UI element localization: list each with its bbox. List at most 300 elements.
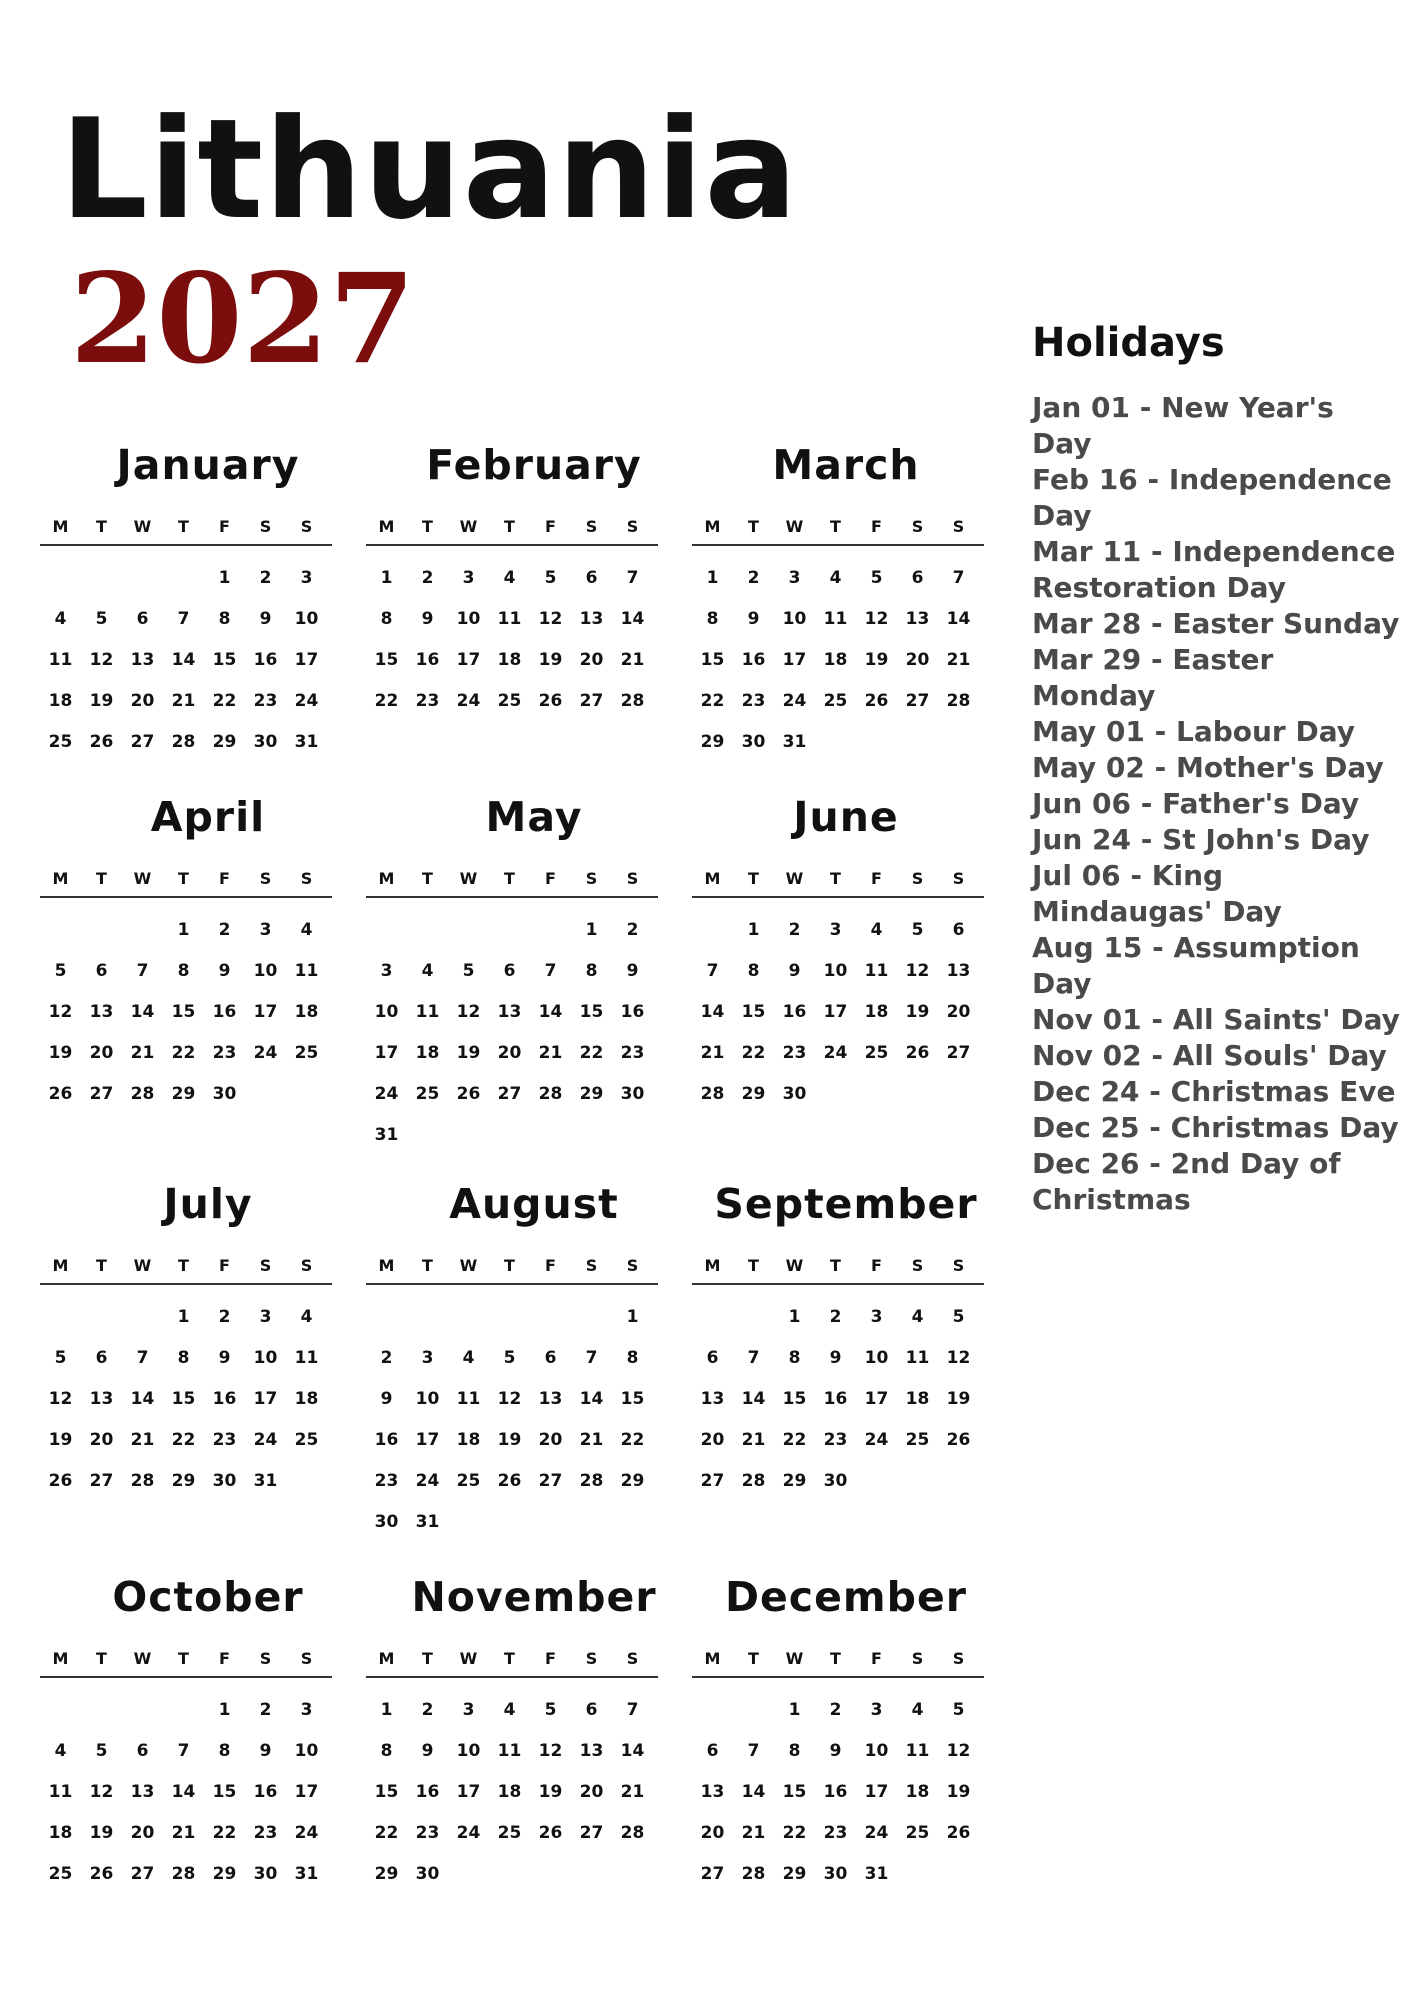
day-cell: 17 (374, 1043, 399, 1063)
month-name: March (772, 441, 920, 489)
day-grid (692, 558, 984, 763)
day-cell: 23 (415, 1823, 440, 1843)
day-cell: 5 (462, 961, 475, 981)
day-cell: 10 (456, 609, 481, 629)
holiday-item: Dec 25 - Christmas Day (1032, 1111, 1399, 1144)
day-cell: 25 (905, 1823, 930, 1843)
day-cell: 3 (462, 1700, 475, 1720)
day-cell: 2 (218, 920, 231, 940)
day-cell: 12 (456, 1002, 481, 1022)
day-cell: 25 (905, 1430, 930, 1450)
day-cell: 24 (782, 691, 807, 711)
day-cell: 16 (212, 1002, 237, 1022)
weekday-label: T (830, 1649, 841, 1668)
weekday-label: T (178, 1256, 189, 1275)
day-cell: 28 (620, 1823, 645, 1843)
day-cell: 17 (253, 1002, 278, 1022)
day-cell: 28 (171, 1864, 196, 1884)
day-cell: 7 (626, 1700, 639, 1720)
month-january (40, 440, 366, 792)
day-cell: 9 (747, 609, 760, 629)
day-cell: 15 (171, 1389, 196, 1409)
day-cell: 20 (946, 1002, 971, 1022)
year-title: 2027 (70, 247, 416, 392)
weekday-label: S (911, 1649, 924, 1668)
day-cell: 14 (620, 609, 645, 629)
weekday-label: T (748, 869, 759, 888)
day-cell: 6 (95, 961, 108, 981)
day-grid (692, 1297, 984, 1502)
weekday-label: T (178, 1649, 189, 1668)
empty-day-cell (448, 910, 489, 951)
day-grid (366, 1297, 658, 1543)
empty-day-cell (40, 1297, 81, 1338)
empty-day-cell (366, 1297, 407, 1338)
weekday-label: F (545, 1256, 556, 1275)
weekday-header (692, 868, 984, 898)
months-grid (40, 440, 990, 1884)
day-cell: 11 (905, 1348, 930, 1368)
day-cell: 20 (700, 1823, 725, 1843)
weekday-label: S (585, 517, 598, 536)
day-cell: 8 (585, 961, 598, 981)
day-cell: 10 (253, 961, 278, 981)
weekday-label: T (96, 869, 107, 888)
weekday-label: S (626, 1649, 639, 1668)
day-cell: 21 (171, 691, 196, 711)
day-cell: 3 (259, 920, 272, 940)
day-cell: 28 (579, 1471, 604, 1491)
day-cell: 13 (130, 650, 155, 670)
day-cell: 11 (415, 1002, 440, 1022)
day-cell: 9 (218, 1348, 231, 1368)
day-cell: 30 (253, 1864, 278, 1884)
holiday-item: Dec 24 - Christmas Eve (1032, 1075, 1396, 1108)
day-grid (366, 1690, 658, 1895)
day-cell: 22 (212, 1823, 237, 1843)
day-cell: 5 (54, 961, 67, 981)
day-cell: 17 (823, 1002, 848, 1022)
weekday-label: F (219, 1649, 230, 1668)
day-cell: 14 (171, 650, 196, 670)
day-cell: 18 (48, 1823, 73, 1843)
day-cell: 3 (788, 568, 801, 588)
day-cell: 2 (259, 1700, 272, 1720)
day-cell: 3 (462, 568, 475, 588)
weekday-label: T (504, 1256, 515, 1275)
weekday-label: F (871, 1649, 882, 1668)
day-cell: 29 (171, 1471, 196, 1491)
day-cell: 18 (905, 1389, 930, 1409)
day-cell: 4 (54, 609, 67, 629)
day-cell: 6 (911, 568, 924, 588)
empty-day-cell (407, 1297, 448, 1338)
weekday-label: F (871, 869, 882, 888)
day-cell: 2 (829, 1700, 842, 1720)
holiday-list (1032, 390, 1402, 1218)
day-cell: 4 (462, 1348, 475, 1368)
day-cell: 24 (374, 1084, 399, 1104)
day-cell: 27 (497, 1084, 522, 1104)
day-cell: 25 (294, 1430, 319, 1450)
day-cell: 4 (503, 1700, 516, 1720)
day-cell: 30 (620, 1084, 645, 1104)
day-cell: 1 (218, 1700, 231, 1720)
day-cell: 12 (89, 1782, 114, 1802)
day-cell: 19 (538, 650, 563, 670)
day-cell: 29 (782, 1864, 807, 1884)
day-cell: 20 (497, 1043, 522, 1063)
day-grid (692, 910, 984, 1115)
day-cell: 4 (911, 1307, 924, 1327)
day-cell: 10 (456, 1741, 481, 1761)
day-cell: 21 (741, 1430, 766, 1450)
weekday-label: W (133, 1256, 152, 1275)
day-cell: 5 (95, 1741, 108, 1761)
empty-day-cell (448, 1297, 489, 1338)
day-cell: 22 (374, 691, 399, 711)
day-cell: 9 (259, 1741, 272, 1761)
day-cell: 14 (700, 1002, 725, 1022)
day-cell: 9 (626, 961, 639, 981)
day-cell: 12 (538, 609, 563, 629)
day-grid (366, 558, 658, 722)
day-cell: 7 (706, 961, 719, 981)
day-cell: 10 (415, 1389, 440, 1409)
day-cell: 14 (620, 1741, 645, 1761)
day-cell: 25 (48, 732, 73, 752)
day-cell: 29 (700, 732, 725, 752)
holiday-item: Jan 01 - New Year's Day (1032, 391, 1334, 460)
day-cell: 13 (700, 1782, 725, 1802)
day-cell: 27 (946, 1043, 971, 1063)
weekday-label: F (545, 1649, 556, 1668)
day-cell: 19 (864, 650, 889, 670)
day-cell: 23 (253, 691, 278, 711)
day-cell: 26 (89, 1864, 114, 1884)
weekday-header (366, 516, 658, 546)
day-cell: 27 (130, 732, 155, 752)
day-cell: 23 (620, 1043, 645, 1063)
day-cell: 21 (579, 1430, 604, 1450)
weekday-label: M (704, 1649, 721, 1668)
empty-day-cell (571, 1297, 612, 1338)
month-may (366, 792, 692, 1179)
day-cell: 2 (218, 1307, 231, 1327)
weekday-label: S (952, 1256, 965, 1275)
day-cell: 21 (741, 1823, 766, 1843)
day-cell: 17 (415, 1430, 440, 1450)
day-cell: 18 (864, 1002, 889, 1022)
day-cell: 2 (747, 568, 760, 588)
day-cell: 30 (741, 732, 766, 752)
day-cell: 1 (706, 568, 719, 588)
day-cell: 9 (829, 1348, 842, 1368)
empty-day-cell (40, 1690, 81, 1731)
day-cell: 25 (456, 1471, 481, 1491)
month-september (692, 1179, 990, 1572)
day-cell: 14 (741, 1782, 766, 1802)
day-cell: 23 (253, 1823, 278, 1843)
day-cell: 21 (171, 1823, 196, 1843)
month-march (692, 440, 990, 792)
day-cell: 8 (788, 1348, 801, 1368)
day-cell: 7 (177, 1741, 190, 1761)
day-cell: 21 (620, 1782, 645, 1802)
day-cell: 16 (415, 1782, 440, 1802)
day-cell: 13 (579, 609, 604, 629)
day-cell: 10 (374, 1002, 399, 1022)
day-cell: 23 (212, 1043, 237, 1063)
holiday-item: May 01 - Labour Day (1032, 715, 1356, 748)
day-cell: 19 (456, 1043, 481, 1063)
day-cell: 15 (212, 650, 237, 670)
day-cell: 24 (253, 1430, 278, 1450)
day-cell: 8 (747, 961, 760, 981)
day-cell: 20 (89, 1043, 114, 1063)
weekday-header (366, 868, 658, 898)
empty-day-cell (407, 910, 448, 951)
day-cell: 11 (905, 1741, 930, 1761)
day-cell: 26 (497, 1471, 522, 1491)
weekday-label: T (96, 1256, 107, 1275)
day-cell: 5 (95, 609, 108, 629)
day-cell: 31 (294, 1864, 319, 1884)
day-cell: 8 (788, 1741, 801, 1761)
day-cell: 10 (294, 609, 319, 629)
day-cell: 5 (544, 568, 557, 588)
day-cell: 1 (585, 920, 598, 940)
weekday-label: W (133, 517, 152, 536)
day-cell: 21 (130, 1043, 155, 1063)
weekday-label: T (422, 1649, 433, 1668)
weekday-label: M (378, 1649, 395, 1668)
day-cell: 16 (620, 1002, 645, 1022)
holiday-item: Mar 28 - Easter Sunday (1032, 607, 1400, 640)
weekday-label: T (830, 1256, 841, 1275)
day-cell: 26 (864, 691, 889, 711)
day-cell: 30 (782, 1084, 807, 1104)
day-cell: 20 (130, 1823, 155, 1843)
day-cell: 27 (700, 1864, 725, 1884)
day-cell: 3 (380, 961, 393, 981)
day-cell: 23 (415, 691, 440, 711)
weekday-label: M (704, 1256, 721, 1275)
month-august (366, 1179, 692, 1572)
holiday-item: Jun 06 - Father's Day (1032, 787, 1360, 820)
day-cell: 28 (171, 732, 196, 752)
day-cell: 31 (253, 1471, 278, 1491)
day-cell: 28 (741, 1864, 766, 1884)
day-cell: 7 (585, 1348, 598, 1368)
day-cell: 25 (294, 1043, 319, 1063)
weekday-label: F (871, 1256, 882, 1275)
day-cell: 15 (212, 1782, 237, 1802)
day-cell: 3 (421, 1348, 434, 1368)
day-cell: 6 (585, 1700, 598, 1720)
day-cell: 10 (864, 1741, 889, 1761)
day-cell: 20 (89, 1430, 114, 1450)
day-cell: 31 (294, 732, 319, 752)
day-cell: 26 (48, 1084, 73, 1104)
day-cell: 28 (946, 691, 971, 711)
day-cell: 6 (503, 961, 516, 981)
day-cell: 23 (823, 1430, 848, 1450)
day-cell: 27 (538, 1471, 563, 1491)
empty-day-cell (366, 910, 407, 951)
weekday-label: T (178, 869, 189, 888)
weekday-label: S (259, 1256, 272, 1275)
day-cell: 1 (788, 1700, 801, 1720)
day-cell: 23 (823, 1823, 848, 1843)
day-cell: 8 (218, 609, 231, 629)
weekday-header (366, 1648, 658, 1678)
weekday-header (40, 868, 332, 898)
day-cell: 27 (89, 1084, 114, 1104)
month-name: April (150, 793, 266, 841)
day-cell: 12 (48, 1002, 73, 1022)
month-name: July (163, 1180, 253, 1228)
day-cell: 31 (415, 1512, 440, 1532)
day-cell: 24 (864, 1430, 889, 1450)
day-cell: 30 (823, 1471, 848, 1491)
day-cell: 13 (538, 1389, 563, 1409)
weekday-label: F (219, 1256, 230, 1275)
weekday-label: T (96, 1649, 107, 1668)
day-cell: 15 (171, 1002, 196, 1022)
day-cell: 17 (456, 1782, 481, 1802)
day-cell: 1 (747, 920, 760, 940)
day-cell: 24 (456, 691, 481, 711)
day-cell: 2 (626, 920, 639, 940)
day-cell: 12 (946, 1348, 971, 1368)
weekday-label: T (422, 1256, 433, 1275)
day-cell: 26 (538, 1823, 563, 1843)
day-cell: 20 (130, 691, 155, 711)
weekday-label: S (259, 1649, 272, 1668)
day-cell: 17 (782, 650, 807, 670)
month-name: October (112, 1573, 304, 1621)
day-cell: 21 (946, 650, 971, 670)
day-cell: 7 (136, 1348, 149, 1368)
day-cell: 4 (503, 568, 516, 588)
day-cell: 19 (89, 1823, 114, 1843)
weekday-label: S (911, 1256, 924, 1275)
day-cell: 6 (136, 1741, 149, 1761)
day-cell: 1 (380, 1700, 393, 1720)
day-cell: 7 (747, 1348, 760, 1368)
day-cell: 29 (212, 1864, 237, 1884)
empty-day-cell (40, 558, 81, 599)
day-cell: 18 (497, 650, 522, 670)
day-cell: 18 (294, 1002, 319, 1022)
day-cell: 28 (538, 1084, 563, 1104)
day-cell: 11 (864, 961, 889, 981)
day-cell: 22 (700, 691, 725, 711)
empty-day-cell (122, 910, 163, 951)
day-cell: 6 (136, 609, 149, 629)
weekday-label: M (378, 1256, 395, 1275)
holiday-item: May 02 - Mother's Day (1032, 751, 1384, 784)
day-cell: 29 (782, 1471, 807, 1491)
day-cell: 21 (538, 1043, 563, 1063)
day-cell: 9 (788, 961, 801, 981)
holiday-item: Nov 01 - All Saints' Day (1032, 1003, 1400, 1036)
weekday-label: S (626, 869, 639, 888)
day-cell: 8 (626, 1348, 639, 1368)
day-cell: 26 (946, 1823, 971, 1843)
month-name: June (793, 793, 899, 841)
day-cell: 26 (48, 1471, 73, 1491)
day-cell: 12 (538, 1741, 563, 1761)
day-cell: 11 (823, 609, 848, 629)
day-cell: 8 (218, 1741, 231, 1761)
day-cell: 14 (579, 1389, 604, 1409)
empty-day-cell (81, 558, 122, 599)
month-name: September (714, 1180, 978, 1228)
weekday-label: S (626, 1256, 639, 1275)
weekday-label: W (459, 1256, 478, 1275)
holiday-item: Jul 06 - King Mindaugas' Day (1032, 859, 1282, 928)
page-title: Lithuania (60, 89, 799, 250)
weekday-label: S (952, 1649, 965, 1668)
weekday-label: S (300, 1256, 313, 1275)
empty-day-cell (692, 1297, 733, 1338)
day-cell: 29 (741, 1084, 766, 1104)
day-cell: 9 (829, 1741, 842, 1761)
day-cell: 15 (374, 650, 399, 670)
day-cell: 3 (829, 920, 842, 940)
empty-day-cell (163, 558, 204, 599)
weekday-label: M (52, 869, 69, 888)
day-cell: 16 (782, 1002, 807, 1022)
weekday-label: W (785, 517, 804, 536)
weekday-label: W (459, 869, 478, 888)
empty-day-cell (733, 1297, 774, 1338)
empty-day-cell (122, 1690, 163, 1731)
day-cell: 5 (544, 1700, 557, 1720)
day-cell: 7 (952, 568, 965, 588)
day-cell: 1 (380, 568, 393, 588)
empty-day-cell (81, 1297, 122, 1338)
weekday-label: F (219, 869, 230, 888)
day-cell: 30 (415, 1864, 440, 1884)
day-cell: 2 (829, 1307, 842, 1327)
day-cell: 18 (456, 1430, 481, 1450)
day-cell: 21 (620, 650, 645, 670)
day-cell: 15 (782, 1782, 807, 1802)
weekday-label: S (259, 517, 272, 536)
weekday-label: S (626, 517, 639, 536)
day-cell: 10 (823, 961, 848, 981)
weekday-label: W (459, 517, 478, 536)
month-name: February (426, 441, 642, 489)
day-cell: 14 (171, 1782, 196, 1802)
weekday-header (692, 1255, 984, 1285)
day-cell: 16 (823, 1389, 848, 1409)
day-cell: 2 (380, 1348, 393, 1368)
day-cell: 4 (421, 961, 434, 981)
day-cell: 26 (946, 1430, 971, 1450)
weekday-label: T (422, 517, 433, 536)
day-cell: 23 (782, 1043, 807, 1063)
day-cell: 2 (788, 920, 801, 940)
day-cell: 26 (89, 732, 114, 752)
day-cell: 19 (48, 1430, 73, 1450)
day-cell: 23 (374, 1471, 399, 1491)
empty-day-cell (81, 1690, 122, 1731)
day-cell: 13 (579, 1741, 604, 1761)
